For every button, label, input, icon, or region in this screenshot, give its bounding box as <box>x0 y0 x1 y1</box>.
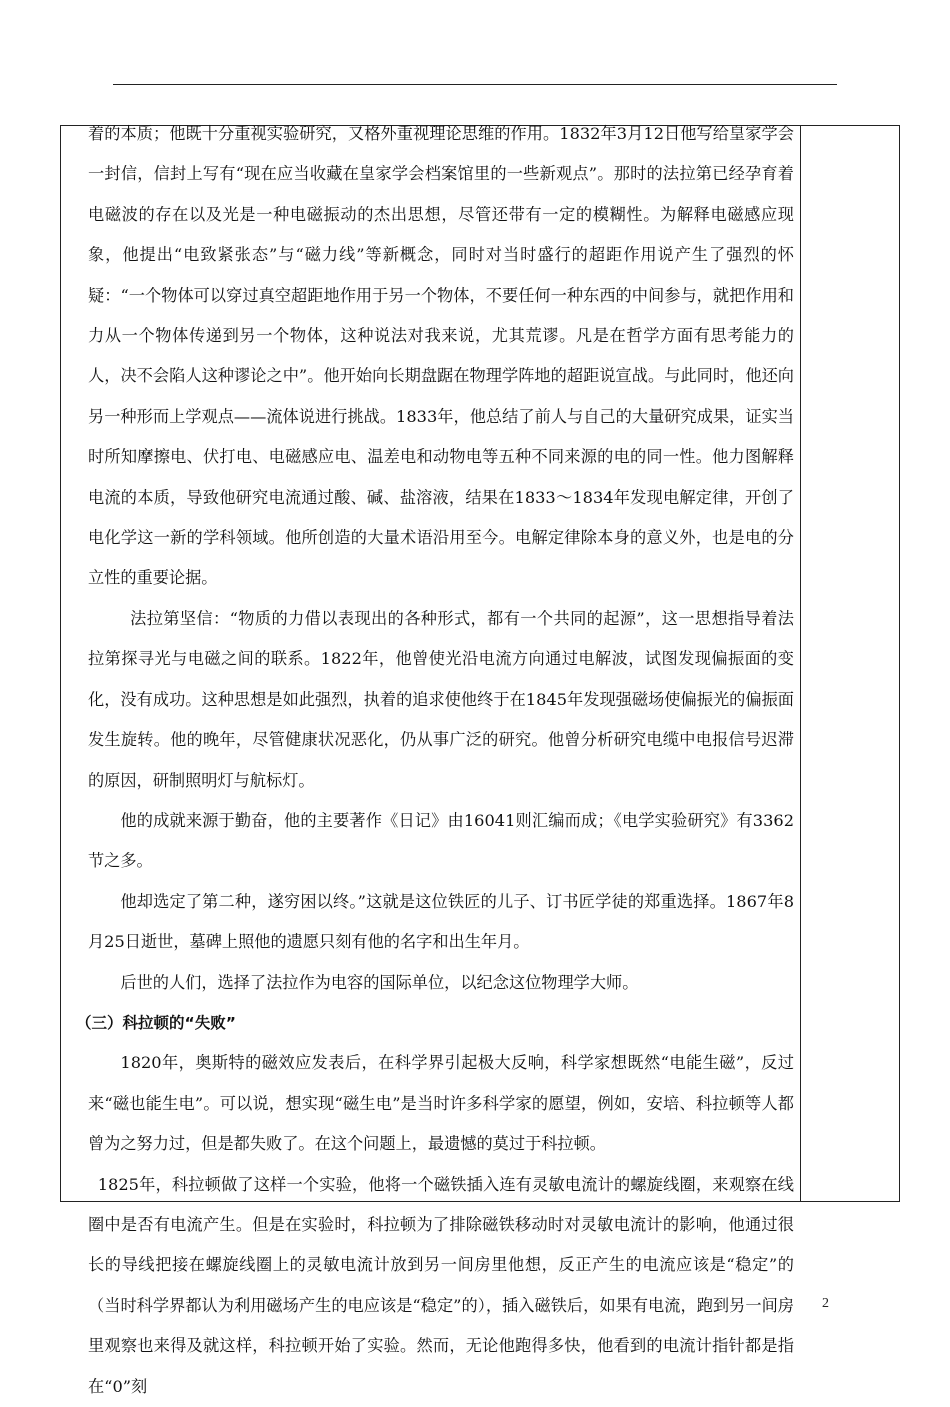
paragraph-faraday-light-magnetism: 法拉第坚信：“物质的力借以表现出的各种形式，都有一个共同的起源”，这一思想指导着法拉第探寻光与电磁之间的联系。1822年，他曾使光沿电流方向通过电解波，试图发现偏振面的变化，没有成功。这种思想是如此强烈，执着的追求使他终于在1845年发现强磁场使偏振光的偏振面发生旋转。他的晚年，尽管健康状况恶化，仍从事广泛的研究。他曾分析研究电缆中电报信号迟滞的原因，研制照明灯与航标灯。 <box>88 608 794 790</box>
paragraph-oersted: 1820年，奥斯特的磁效应发表后，在科学界引起极大反响，科学家想既然“电能生磁”，反过来“磁也能生电”。可以说，想实现“磁生电”是当时许多科学家的愿望，例如，安培、科拉顿等人都曾为之努力过，但是都失败了。在这个问题上，最遗憾的莫过于科拉顿。 <box>88 1053 794 1154</box>
paragraph-colladon-experiment: 1825年，科拉顿做了这样一个实验，他将一个磁铁插入连有灵敏电流计的螺旋线圈，来观察在线圈中是否有电流产生。但是在实验时，科拉顿为了排除磁铁移动时对灵敏电流计的影响，他通过很长的导线把接在螺旋线圈上的灵敏电流计放到另一间房里他想，反正产生的电流应该是“稳定”的（当时科学界都认为利用磁场产生的电应该是“稳定”的），插入磁铁后，如果有电流，跑到另一间房里观察也来得及就这样，科拉顿开始了实验。然而，无论他跑得多快，他看到的电流计指针都是指在“0”刻 <box>88 1174 794 1396</box>
paragraph-faraday-death: 他却选定了第二种，遂穷困以终。”这就是这位铁匠的儿子、订书匠学徒的郑重选择。1867年8月25日逝世，墓碑上照他的遗愿只刻有他的名字和出生年月。 <box>88 891 794 952</box>
section-heading-colladon: （三）科拉顿的“失败” <box>76 1013 236 1032</box>
table-column-divider <box>800 125 801 1202</box>
document-body <box>76 114 794 1407</box>
header-rule <box>113 84 837 85</box>
paragraph-faraday-works: 他的成就来源于勤奋，他的主要著作《日记》由16041则汇编而成；《电学实验研究》有3362节之多。 <box>88 810 794 871</box>
paragraph-farad-unit: 后世的人们，选择了法拉作为电容的国际单位，以纪念这位物理学大师。 <box>120 972 639 992</box>
paragraph-faraday-theory: 着的本质；他既十分重视实验研究，又格外重视理论思维的作用。1832年3月12日他写给皇家学会一封信，信封上写有“现在应当收藏在皇家学会档案馆里的一些新观点”。那时的法拉第已经孕育着电磁波的存在以及光是一种电磁振动的杰出思想，尽管还带有一定的模糊性。为解释电磁感应现象，他提出“电致紧张态”与“磁力线”等新概念，同时对当时盛行的超距作用说产生了强烈的怀疑：“一个物体可以穿过真空超距地作用于另一个物体，不要任何一种东西的中间参与，就把作用和力从一个物体传递到另一个物体，这种说法对我来说，尤其荒谬。凡是在哲学方面有思考能力的人，决不会陷人这种谬论之中”。他开始向长期盘踞在物理学阵地的超距说宣战。与此同时，他还向另一种形而上学观点——流体说进行挑战。1833年，他总结了前人与自己的大量研究成果，证实当时所知摩擦电、伏打电、电磁感应电、温差电和动物电等五种不同来源的电的同一性。他力图解释电流的本质，导致他研究电流通过酸、碱、盐溶液，结果在1833～1834年发现电解定律，开创了电化学这一新的学科领域。他所创造的大量术语沿用至今。电解定律除本身的意义外，也是电的分立性的重要论据。 <box>88 124 794 588</box>
page-number: 2 <box>822 1296 829 1311</box>
